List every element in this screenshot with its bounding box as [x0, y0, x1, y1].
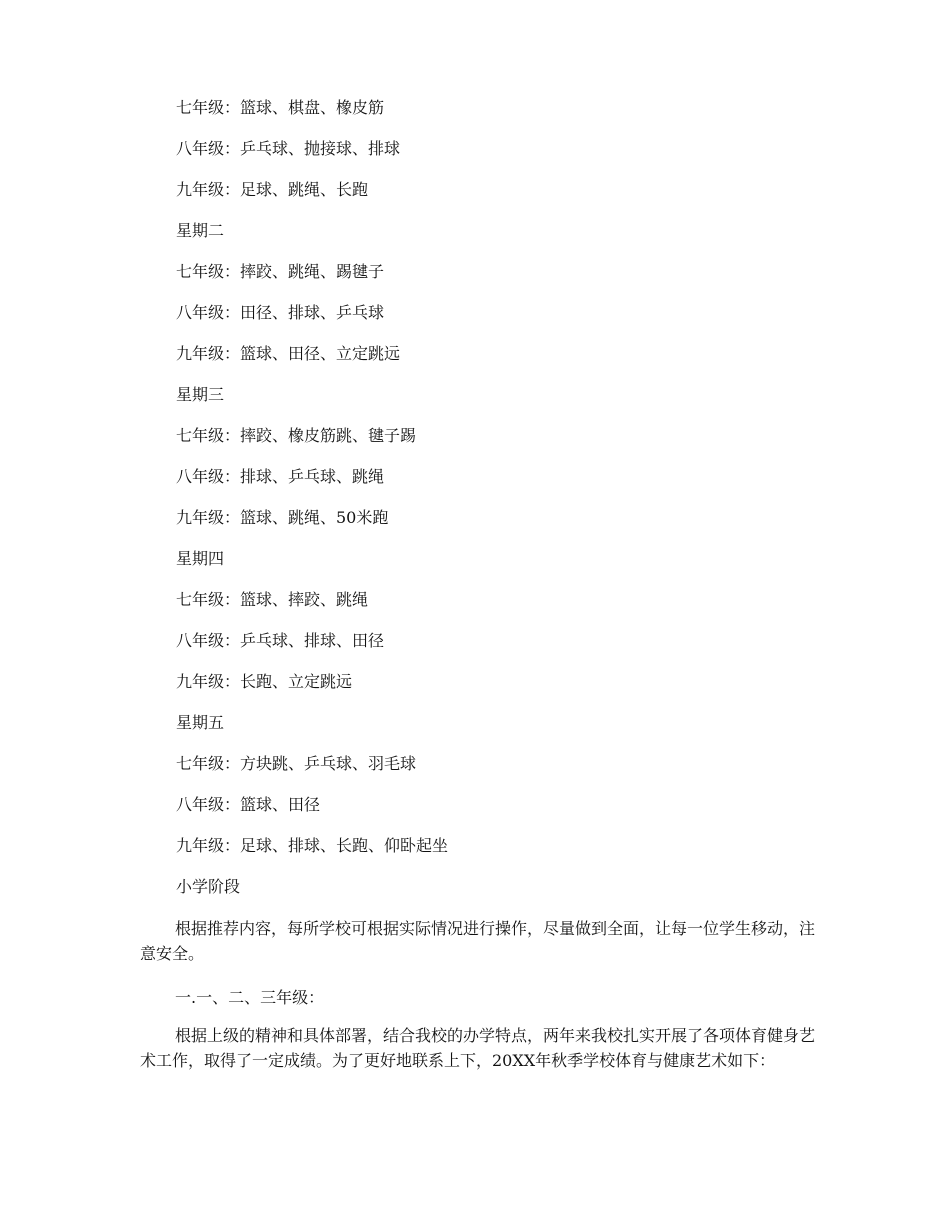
schedule-line: 八年级：排球、乒乓球、跳绳 — [176, 467, 385, 486]
schedule-line: 八年级：篮球、田径 — [176, 795, 321, 814]
schedule-line: 八年级：田径、排球、乒乓球 — [176, 303, 385, 322]
schedule-line: 七年级：摔跤、跳绳、踢毽子 — [176, 262, 385, 281]
schedule-line: 七年级：篮球、摔跤、跳绳 — [176, 590, 369, 609]
schedule-line: 九年级：篮球、跳绳、50米跑 — [176, 508, 389, 527]
schedule-line: 九年级：足球、跳绳、长跑 — [176, 180, 369, 199]
body-paragraph: 根据推荐内容，每所学校可根据实际情况进行操作，尽量做到全面，让每一位学生移动，注意安全。 — [140, 919, 816, 963]
schedule-line: 九年级：长跑、立定跳远 — [176, 672, 353, 691]
schedule-line: 九年级：足球、排球、长跑、仰卧起坐 — [176, 836, 449, 855]
day-heading: 星期五 — [176, 713, 225, 732]
schedule-line: 七年级：篮球、棋盘、橡皮筋 — [176, 98, 385, 117]
section-heading: 小学阶段 — [176, 877, 241, 896]
schedule-line: 八年级：乒乓球、排球、田径 — [176, 631, 385, 650]
day-heading: 星期三 — [176, 385, 225, 404]
schedule-line: 七年级：方块跳、乒乓球、羽毛球 — [176, 754, 417, 773]
schedule-line: 八年级：乒乓球、抛接球、排球 — [176, 139, 401, 158]
day-heading: 星期四 — [176, 549, 225, 568]
section-subheading: 一.一、二、三年级： — [175, 988, 325, 1007]
schedule-line: 九年级：篮球、田径、立定跳远 — [176, 344, 401, 363]
body-paragraph: 根据上级的精神和具体部署，结合我校的办学特点，两年来我校扎实开展了各项体育健身艺术工作，取得了一定成绩。为了更好地联系上下，20XX年秋季学校体育与健康艺术如下： — [140, 1026, 816, 1070]
day-heading: 星期二 — [176, 221, 225, 240]
schedule-line: 七年级：摔跤、橡皮筋跳、毽子踢 — [176, 426, 417, 445]
